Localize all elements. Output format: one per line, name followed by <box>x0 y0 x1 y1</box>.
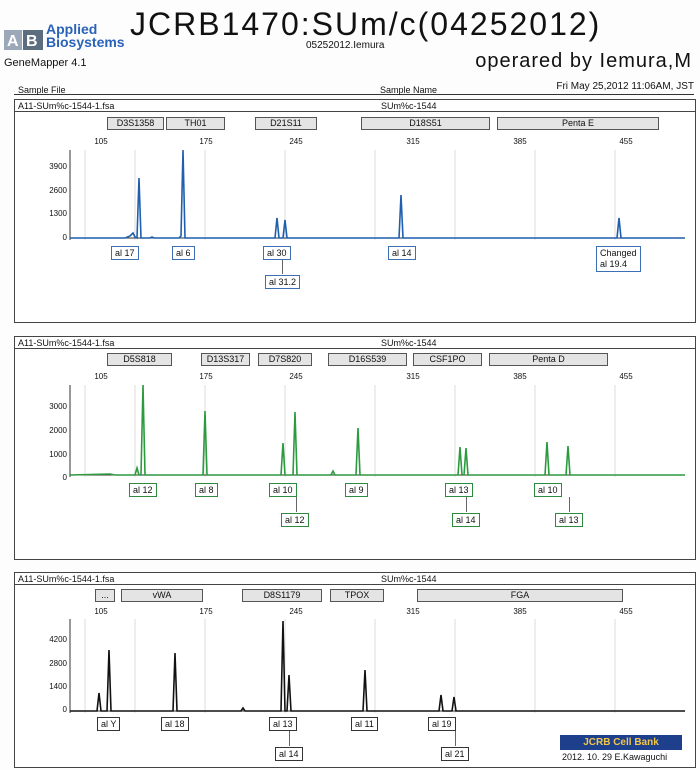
allele-connector <box>296 497 297 512</box>
x-tick-label: 105 <box>94 607 108 616</box>
x-tick-label: 455 <box>619 607 633 616</box>
allele-label-changed[interactable] <box>596 246 641 272</box>
marker-th01[interactable]: TH01 <box>166 117 225 130</box>
y-tick-label: 0 <box>62 473 67 482</box>
allele-label[interactable]: al 21 <box>441 747 469 761</box>
logo-line-1: Applied <box>46 21 98 37</box>
logo-line-2: Biosystems <box>46 34 125 50</box>
allele-label[interactable]: al 18 <box>161 717 189 731</box>
allele-label[interactable]: al 8 <box>195 483 218 497</box>
panel-sample-name: SUm%c-1544 <box>381 338 437 348</box>
jcrb-cell-bank-stamp: JCRB Cell Bank <box>560 735 682 750</box>
allele-label[interactable]: al Y <box>97 717 120 731</box>
allele-connector <box>282 260 283 274</box>
applied-biosystems-logo-icon <box>4 28 44 52</box>
x-tick-label: 315 <box>406 372 420 381</box>
x-tick-label: 315 <box>406 607 420 616</box>
allele-connector <box>466 497 467 512</box>
svg-text:B: B <box>26 33 38 50</box>
allele-label[interactable]: al 10 <box>269 483 297 497</box>
marker-d13s317[interactable]: D13S317 <box>201 353 250 366</box>
allele-changed-flag: Changed <box>600 248 637 258</box>
sample-name-label: Sample Name <box>380 85 438 95</box>
y-tick-label: 0 <box>62 705 67 714</box>
y-tick-label: 3000 <box>49 402 67 411</box>
trace-plot-1 <box>15 100 695 322</box>
x-tick-label: 455 <box>619 137 633 146</box>
allele-label[interactable]: al 13 <box>445 483 473 497</box>
x-tick-label: 175 <box>199 607 213 616</box>
electropherogram-panel-1 <box>14 99 696 323</box>
x-tick-label: 175 <box>199 137 213 146</box>
x-tick-label: 245 <box>289 607 303 616</box>
x-tick-label: 385 <box>513 607 527 616</box>
marker-tpox[interactable]: TPOX <box>330 589 384 602</box>
signature-date: 2012. 10. 29 E.Kawaguchi <box>562 752 668 762</box>
x-tick-label: 245 <box>289 372 303 381</box>
allele-label[interactable]: al 14 <box>452 513 480 527</box>
y-tick-label: 2800 <box>49 659 67 668</box>
allele-connector <box>289 731 290 746</box>
x-tick-label: 245 <box>289 137 303 146</box>
trace-line <box>70 150 685 238</box>
y-tick-label: 0 <box>62 233 67 242</box>
allele-label[interactable]: al 14 <box>388 246 416 260</box>
logo-text <box>46 23 125 49</box>
marker-amelogenin[interactable]: ... <box>95 589 115 602</box>
app-version: GeneMapper 4.1 <box>4 57 87 69</box>
allele-connector <box>569 497 570 512</box>
allele-label[interactable]: al 11 <box>351 717 378 731</box>
svg-text:A: A <box>7 33 19 50</box>
trace-line <box>70 385 685 475</box>
allele-label[interactable]: al 9 <box>345 483 368 497</box>
x-tick-label: 385 <box>513 372 527 381</box>
y-tick-label: 3900 <box>49 162 67 171</box>
allele-label[interactable]: al 14 <box>275 747 303 761</box>
panel-sample-name: SUm%c-1544 <box>381 101 437 111</box>
trace-line <box>70 621 685 711</box>
sample-file-label: Sample File <box>18 85 66 95</box>
allele-label[interactable]: al 6 <box>172 246 195 260</box>
marker-vwa[interactable]: vWA <box>121 589 203 602</box>
panel-file-name: A11-SUm%c-1544-1.fsa <box>18 338 115 348</box>
y-tick-label: 2000 <box>49 426 67 435</box>
operator-note: operared by Iemura,M <box>475 50 692 72</box>
y-tick-label: 4200 <box>49 635 67 644</box>
x-tick-label: 175 <box>199 372 213 381</box>
print-date: Fri May 25,2012 11:06AM, JST <box>556 81 694 92</box>
marker-penta-e[interactable]: Penta E <box>497 117 659 130</box>
marker-fga[interactable]: FGA <box>417 589 623 602</box>
allele-label[interactable]: al 13 <box>555 513 583 527</box>
marker-d5s818[interactable]: D5S818 <box>107 353 172 366</box>
x-tick-label: 385 <box>513 137 527 146</box>
panel-file-name: A11-SUm%c-1544-1.fsa <box>18 574 115 584</box>
marker-d7s820[interactable]: D7S820 <box>258 353 312 366</box>
y-tick-label: 1400 <box>49 682 67 691</box>
marker-csf1po[interactable]: CSF1PO <box>413 353 482 366</box>
marker-d16s539[interactable]: D16S539 <box>328 353 407 366</box>
allele-value: al 19.4 <box>600 259 628 269</box>
allele-label[interactable]: al 31.2 <box>265 275 300 289</box>
electropherogram-panel-2 <box>14 336 696 560</box>
x-tick-label: 455 <box>619 372 633 381</box>
page-title: JCRB1470:SUm/c(04252012) <box>130 6 602 42</box>
marker-d3s1358[interactable]: D3S1358 <box>107 117 164 130</box>
marker-d21s11[interactable]: D21S11 <box>255 117 317 130</box>
allele-label[interactable]: al 19 <box>428 717 456 731</box>
x-tick-label: 315 <box>406 137 420 146</box>
y-tick-label: 1000 <box>49 450 67 459</box>
allele-label[interactable]: al 30 <box>263 246 291 260</box>
panel-file-name: A11-SUm%c-1544-1.fsa <box>18 101 115 111</box>
marker-d8s1179[interactable]: D8S1179 <box>242 589 322 602</box>
marker-d18s51[interactable]: D18S51 <box>361 117 490 130</box>
allele-label[interactable]: al 13 <box>269 717 297 731</box>
panel-sample-name: SUm%c-1544 <box>381 574 437 584</box>
y-tick-label: 2600 <box>49 186 67 195</box>
marker-penta-d[interactable]: Penta D <box>489 353 608 366</box>
allele-label[interactable]: al 17 <box>111 246 139 260</box>
trace-plot-2 <box>15 337 695 559</box>
allele-connector <box>455 731 456 746</box>
allele-label[interactable]: al 12 <box>281 513 309 527</box>
x-tick-label: 105 <box>94 372 108 381</box>
allele-label[interactable]: al 12 <box>129 483 157 497</box>
y-tick-label: 1300 <box>49 209 67 218</box>
subtitle-file: 05252012.Iemura <box>306 40 385 51</box>
allele-label[interactable]: al 10 <box>534 483 562 497</box>
x-tick-label: 105 <box>94 137 108 146</box>
